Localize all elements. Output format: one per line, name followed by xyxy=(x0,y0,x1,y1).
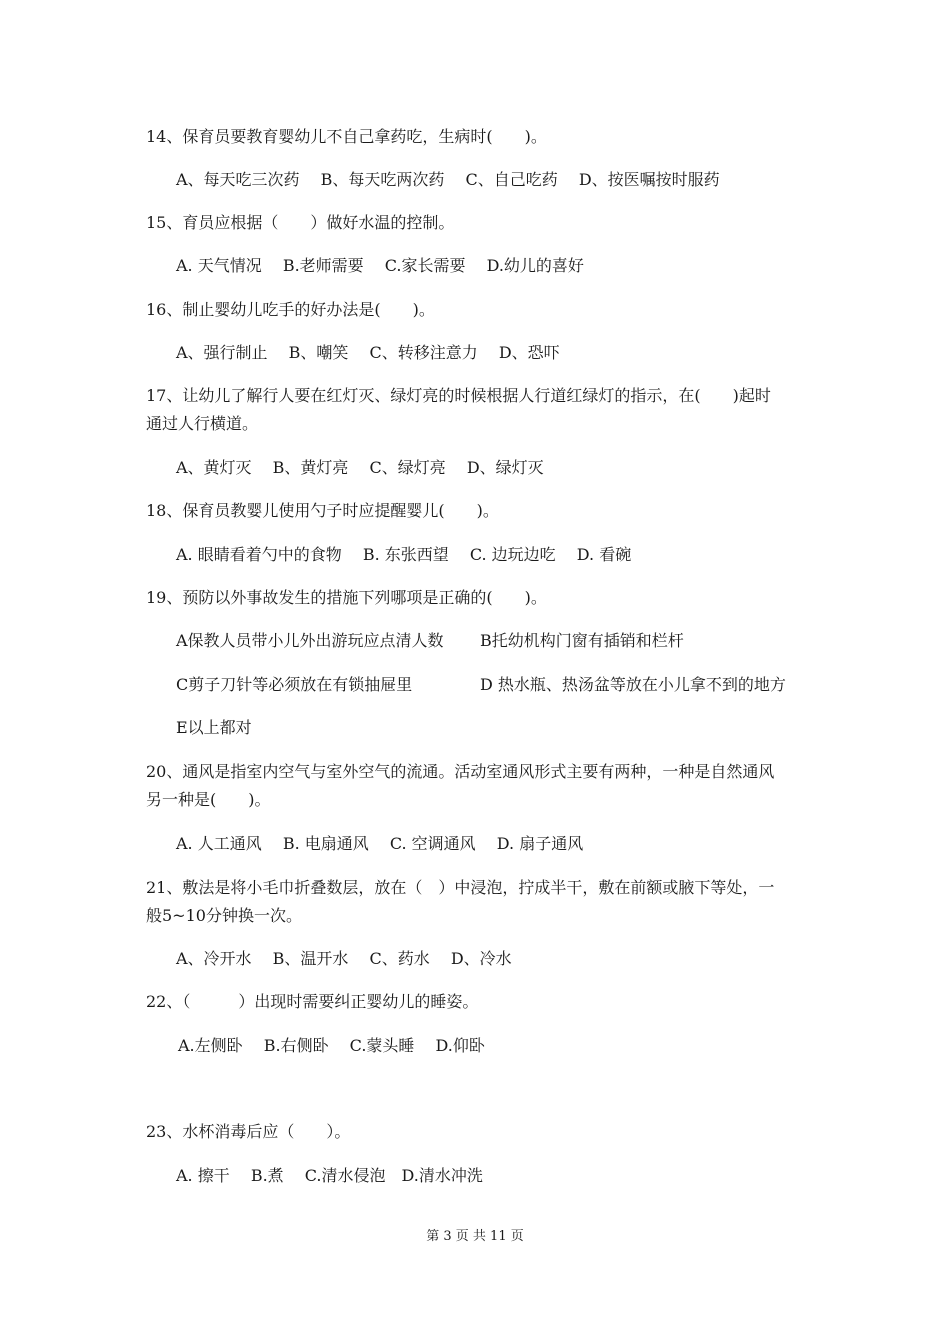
question-19-option-d: D 热水瓶、热汤盆等放在小儿拿不到的地方 xyxy=(480,675,786,694)
question-19-stem: 19、预防以外事故发生的措施下列哪项是正确的( )。 xyxy=(146,588,547,607)
question-17-stem-line1: 17、让幼儿了解行人要在红灯灭、绿灯亮的时候根据人行道红绿灯的指示，在( )起时 xyxy=(146,386,771,405)
question-23-options: A. 擦干 B.煮 C.清水侵泡 D.清水冲洗 xyxy=(176,1166,483,1185)
question-20-options: A. 人工通风 B. 电扇通风 C. 空调通风 D. 扇子通风 xyxy=(176,834,584,853)
question-15-options: A. 天气情况 B.老师需要 C.家长需要 D.幼儿的喜好 xyxy=(176,256,584,275)
question-19-option-a: A保教人员带小儿外出游玩应点清人数 xyxy=(176,631,444,650)
question-17-options: A、黄灯灭 B、黄灯亮 C、绿灯亮 D、绿灯灭 xyxy=(176,458,544,477)
question-22-stem: 22、（ ）出现时需要纠正婴幼儿的睡姿。 xyxy=(146,992,479,1011)
question-16-options: A、强行制止 B、嘲笑 C、转移注意力 D、恐吓 xyxy=(176,343,560,362)
question-18-stem: 18、保育员教婴儿使用勺子时应提醒婴儿( )。 xyxy=(146,501,499,520)
question-23-stem: 23、水杯消毒后应（ ）。 xyxy=(146,1122,351,1141)
question-17-stem-line2: 通过人行横道。 xyxy=(146,414,259,433)
question-19-option-e: E以上都对 xyxy=(176,718,252,737)
page-footer: 第 3 页 共 11 页 xyxy=(426,1229,524,1244)
question-21-stem-line2: 般5~10分钟换一次。 xyxy=(146,906,302,925)
question-14-stem: 14、保育员要教育婴幼儿不自己拿药吃，生病时( )。 xyxy=(146,127,547,146)
question-18-options: A. 眼睛看着勺中的食物 B. 东张西望 C. 边玩边吃 D. 看碗 xyxy=(176,545,632,564)
question-21-options: A、冷开水 B、温开水 C、药水 D、冷水 xyxy=(176,949,512,968)
question-20-stem-line2: 另一种是( )。 xyxy=(146,790,271,809)
question-15-stem: 15、育员应根据（ ）做好水温的控制。 xyxy=(146,213,455,232)
question-19-option-c: C剪子刀针等必须放在有锁抽屉里 xyxy=(176,675,413,694)
question-21-stem-line1: 21、敷法是将小毛巾折叠数层，放在（ ）中浸泡，拧成半干，敷在前额或腋下等处，一 xyxy=(146,878,775,897)
question-22-options: A.左侧卧 B.右侧卧 C.蒙头睡 D.仰卧 xyxy=(178,1036,485,1055)
question-20-stem-line1: 20、通风是指室内空气与室外空气的流通。活动室通风形式主要有两种，一种是自然通风 xyxy=(146,762,775,781)
question-14-options: A、每天吃三次药 B、每天吃两次药 C、自己吃药 D、按医嘱按时服药 xyxy=(176,170,720,189)
question-16-stem: 16、制止婴幼儿吃手的好办法是( )。 xyxy=(146,300,435,319)
question-19-option-b: B托幼机构门窗有插销和栏杆 xyxy=(480,631,684,650)
